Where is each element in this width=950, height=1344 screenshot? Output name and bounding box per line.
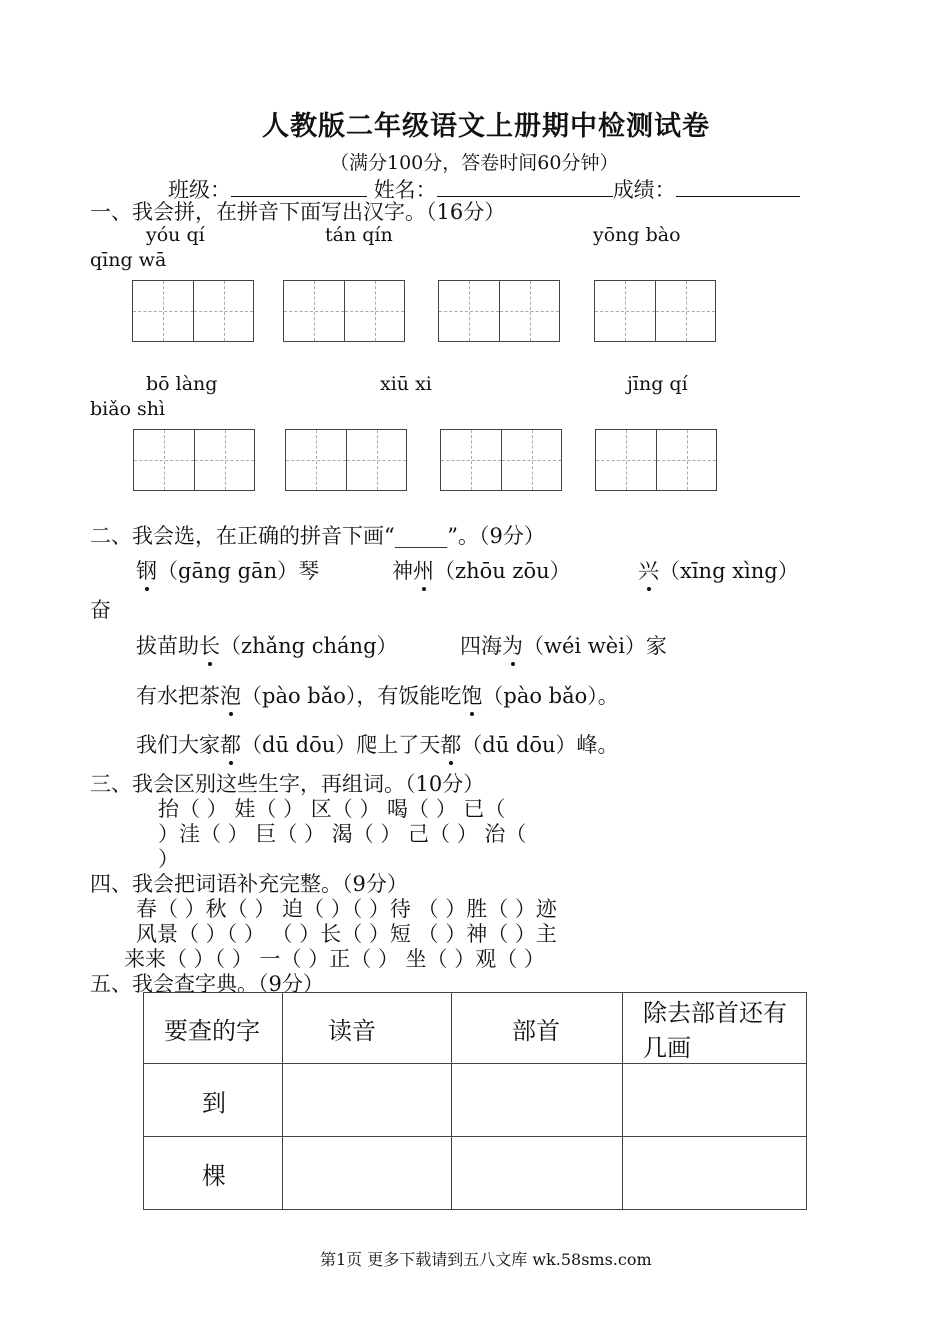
q4-line[interactable]: 风景（ ）（ ） （ ）长（ ）短 （ ）神（ ）主 xyxy=(136,922,557,946)
writing-grid[interactable] xyxy=(440,429,562,491)
q2-item[interactable]: 神州（zhōu zōu） xyxy=(392,555,571,585)
q3-line: ） xyxy=(158,847,179,871)
pinyin-label: xiū xi xyxy=(380,373,432,395)
writing-grid[interactable] xyxy=(594,280,716,342)
name-blank[interactable] xyxy=(437,178,613,197)
name-label: 姓名： xyxy=(373,178,437,202)
table-cell-answer[interactable] xyxy=(623,1064,807,1137)
q2-item[interactable]: 钢（gāng gān）琴 xyxy=(136,555,319,585)
dotted-char: 州 xyxy=(413,555,434,585)
column-header: 除去部首还有几画 xyxy=(623,993,807,1064)
pinyin-label: yóu qí xyxy=(146,224,205,246)
writing-grid[interactable] xyxy=(438,280,560,342)
dotted-char: 都 xyxy=(440,729,461,759)
table-cell-answer[interactable] xyxy=(623,1137,807,1210)
table-cell-char: 到 xyxy=(144,1064,283,1137)
table-cell-answer[interactable] xyxy=(283,1064,452,1137)
q2-heading: 二、我会选，在正确的拼音下画“_____”。（9分） xyxy=(90,524,545,548)
table-cell-answer[interactable] xyxy=(283,1137,452,1210)
page-title: 人教版二年级语文上册期中检测试卷 xyxy=(262,111,710,142)
score-blank[interactable] xyxy=(676,178,800,197)
column-header: 部首 xyxy=(452,993,623,1064)
page-subtitle: （满分100分，答卷时间60分钟） xyxy=(330,152,619,174)
pinyin-label: tán qín xyxy=(325,224,393,246)
q2-wrap-char: 奋 xyxy=(90,598,111,622)
dotted-char: 都 xyxy=(220,729,241,759)
q5-heading: 五、我会查字典。（9分） xyxy=(90,972,324,996)
q3-line[interactable]: 抬（ ） 娃（ ） 区（ ） 喝（ ） 已（ xyxy=(158,797,506,821)
writing-grid[interactable] xyxy=(595,429,717,491)
table-row xyxy=(144,1064,807,1137)
page-footer: 第1页 更多下载请到五八文库 wk.58sms.com xyxy=(320,1250,652,1269)
dotted-char: 长 xyxy=(199,630,220,660)
table-row xyxy=(144,1137,807,1210)
q2-item[interactable]: 拔苗助长（zhǎng cháng） xyxy=(136,630,398,660)
dotted-char: 钢 xyxy=(136,555,157,585)
q3-line[interactable]: ）洼（ ） 巨（ ） 渴（ ） 己（ ） 治（ xyxy=(158,822,527,846)
q4-heading: 四、我会把词语补充完整。（9分） xyxy=(90,872,408,896)
pinyin-label: bō làng xyxy=(146,373,218,395)
q4-line[interactable]: 春（ ）秋（ ） 迫（ ）（ ）待 （ ）胜（ ）迹 xyxy=(136,897,557,921)
pinyin-label: biǎo shì xyxy=(90,398,166,420)
q1-heading: 一、我会拼，在拼音下面写出汉字。（16分） xyxy=(90,200,506,224)
q2-item[interactable]: 我们大家都（dū dōu）爬上了天都（dū dōu）峰。 xyxy=(136,729,619,759)
column-header: 读音 xyxy=(283,993,452,1064)
q2-item[interactable]: 兴（xīng xìng） xyxy=(638,555,799,585)
q3-heading: 三、我会区别这些生字，再组词。（10分） xyxy=(90,772,485,796)
table-cell-char: 棵 xyxy=(144,1137,283,1210)
score-label: 成绩： xyxy=(612,178,676,202)
class-label: 班级： xyxy=(168,178,231,202)
q4-line[interactable]: 来来（ ）（ ） 一（ ）正（ ） 坐（ ）观（ ） xyxy=(124,947,545,971)
writing-grid[interactable] xyxy=(283,280,405,342)
table-cell-answer[interactable] xyxy=(452,1064,623,1137)
writing-grid[interactable] xyxy=(132,280,254,342)
table-header-row xyxy=(144,993,807,1064)
pinyin-label: jīng qí xyxy=(627,373,688,395)
class-blank[interactable] xyxy=(231,178,367,197)
dotted-char: 兴 xyxy=(638,555,659,585)
writing-grid[interactable] xyxy=(285,429,407,491)
dictionary-table xyxy=(143,992,807,1210)
column-header: 要查的字 xyxy=(144,993,283,1064)
q2-item[interactable]: 有水把茶泡（pào bǎo），有饭能吃饱（pào bǎo）。 xyxy=(136,680,619,710)
table-cell-answer[interactable] xyxy=(452,1137,623,1210)
pinyin-label: yōng bào xyxy=(593,224,681,246)
q2-item[interactable]: 四海为（wéi wèi）家 xyxy=(460,630,667,660)
dotted-char: 饱 xyxy=(461,680,482,710)
pinyin-label: qīng wā xyxy=(90,249,167,271)
dotted-char: 为 xyxy=(502,630,523,660)
writing-grid[interactable] xyxy=(133,429,255,491)
dotted-char: 泡 xyxy=(220,680,241,710)
